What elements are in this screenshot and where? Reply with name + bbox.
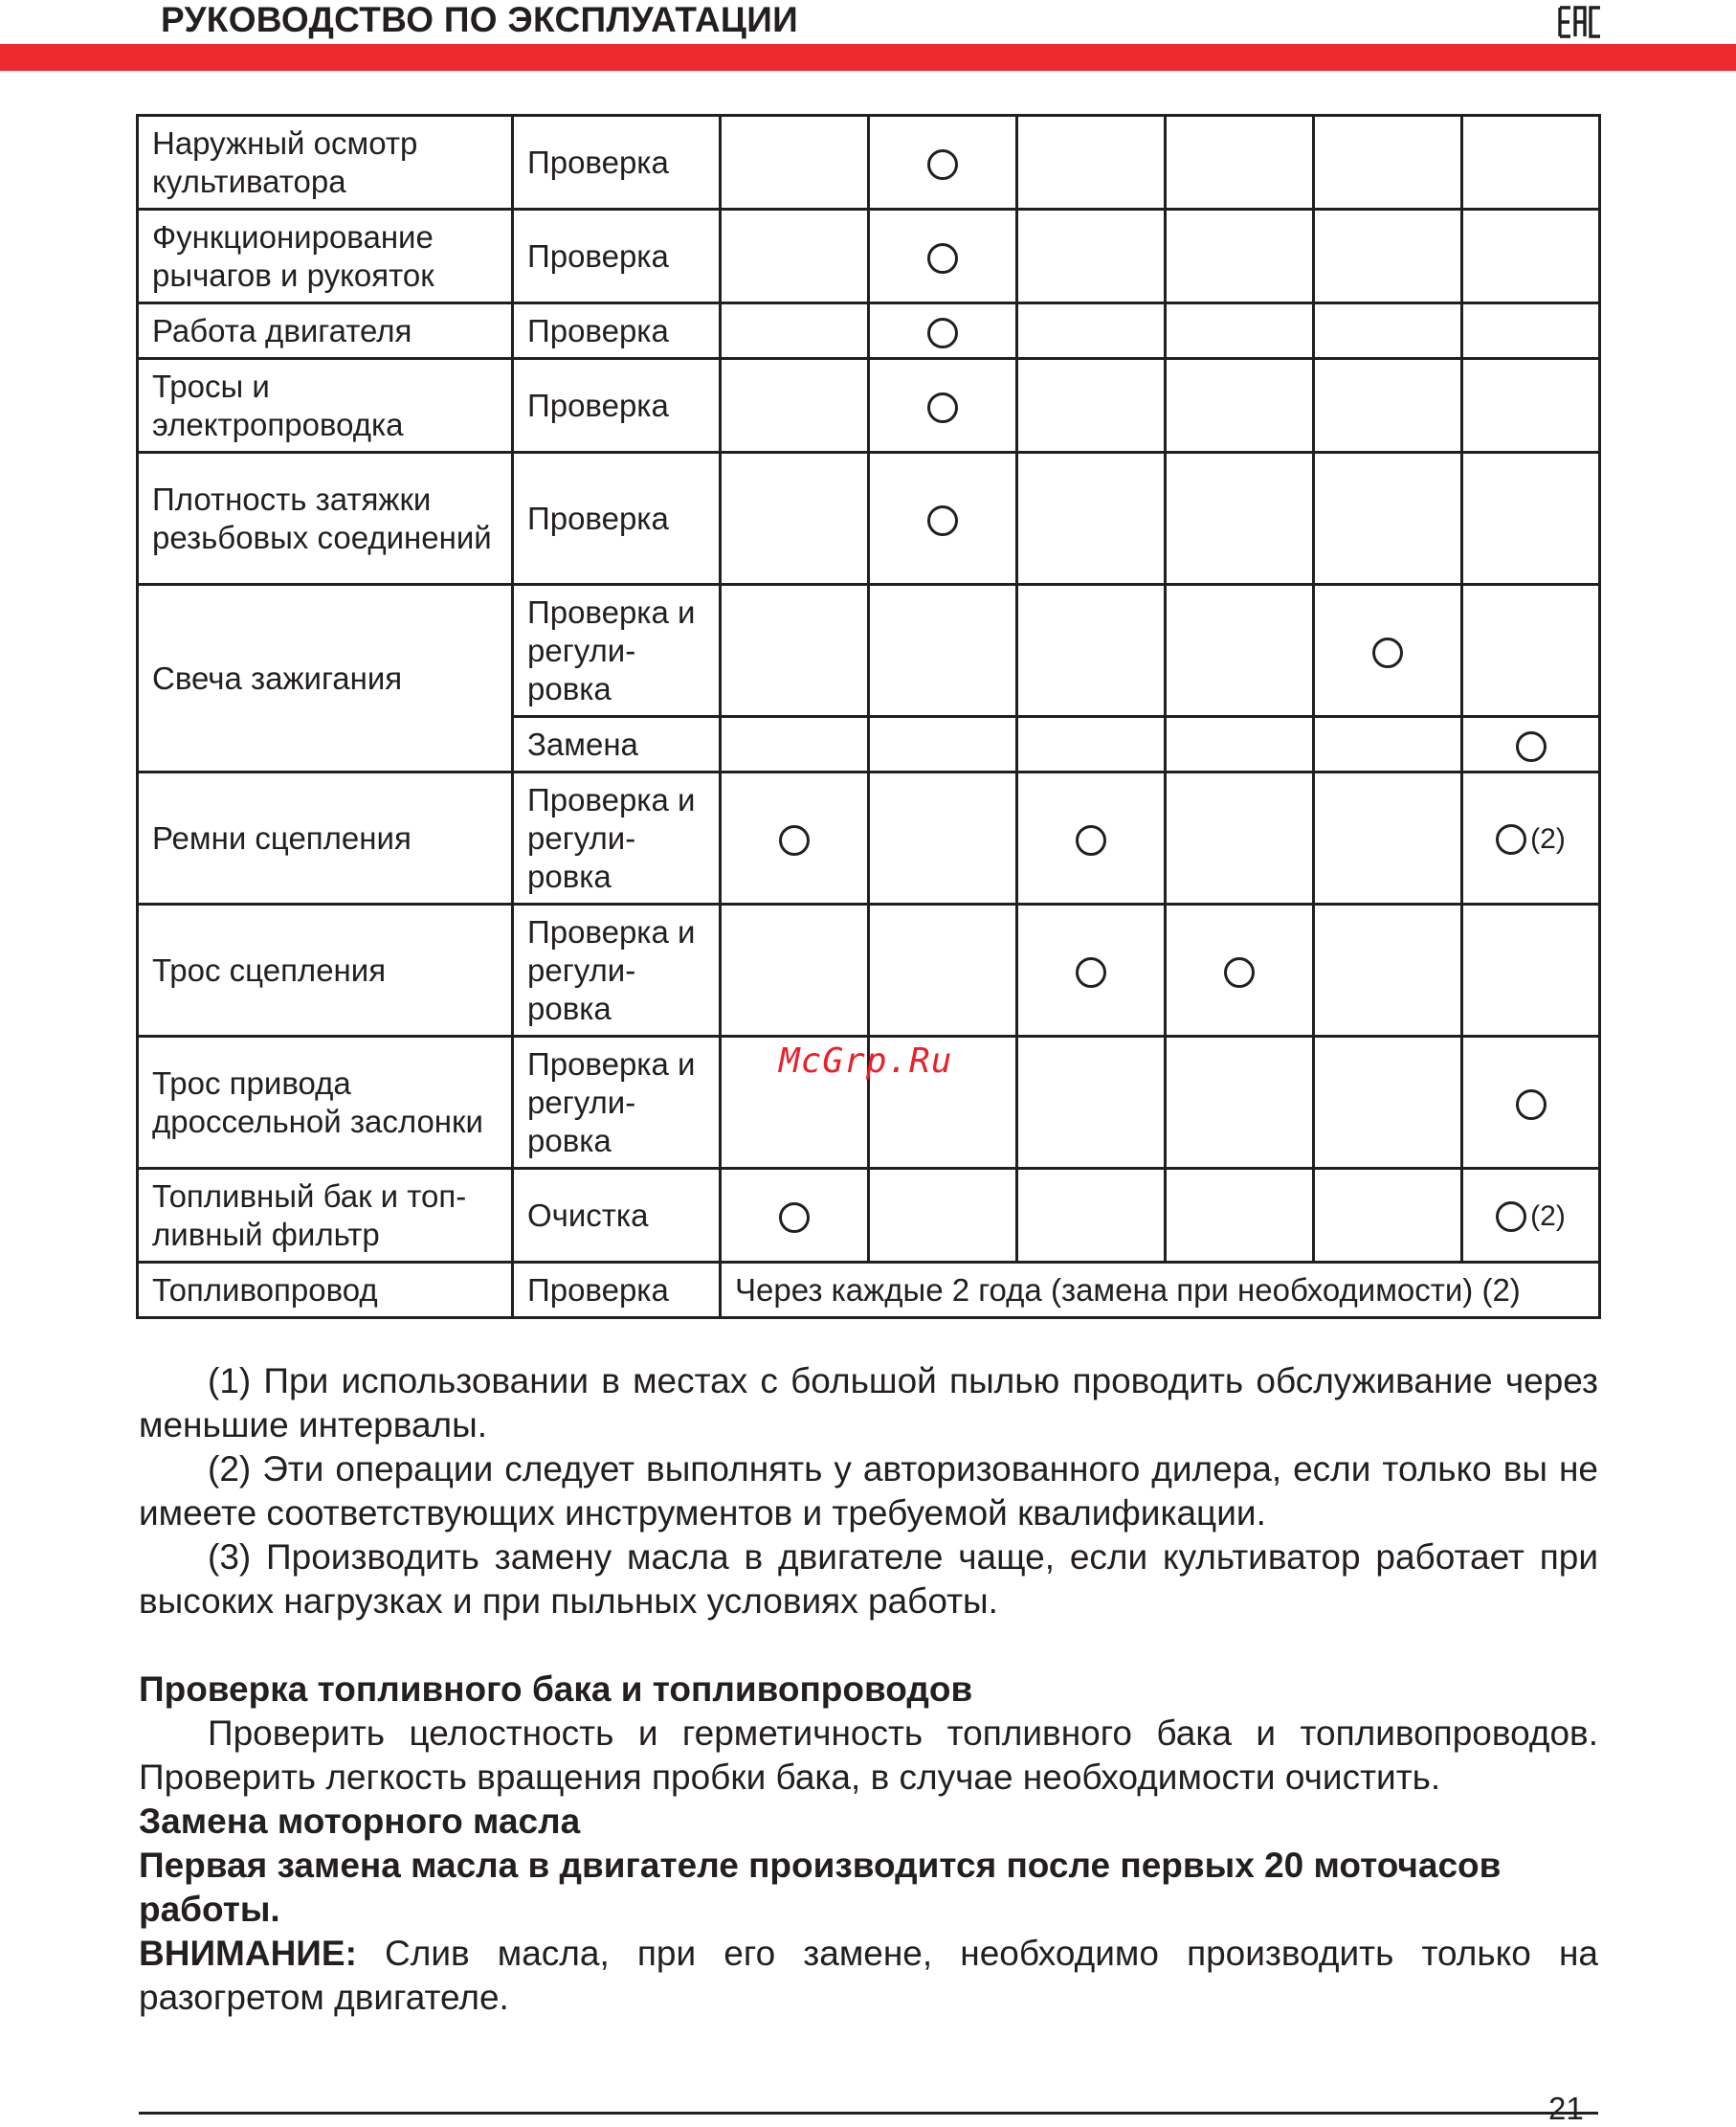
interval-cell: [1017, 1169, 1166, 1263]
action-cell: Проверка и регули-ровка: [513, 1037, 721, 1169]
action-cell: Замена: [513, 717, 721, 772]
interval-cell: [1314, 772, 1462, 905]
table-row: [138, 772, 1600, 905]
circle-mark-icon: [927, 505, 958, 536]
item-cell: Тросы и электропроводка: [138, 359, 513, 453]
interval-cell: [1314, 1169, 1462, 1263]
interval-cell: [1314, 359, 1462, 453]
item-cell: Трос привода дроссельной заслонки: [138, 1037, 513, 1169]
action-cell: Проверка: [513, 453, 721, 585]
interval-cell: [721, 303, 869, 359]
action-cell: Проверка и регули-ровка: [513, 905, 721, 1037]
interval-cell: [1166, 585, 1314, 717]
interval-cell: [1017, 116, 1166, 210]
note-ref: (2): [1530, 1199, 1566, 1232]
table-row: [138, 359, 1600, 453]
item-cell: Топливный бак и топ-ливный фильтр: [138, 1169, 513, 1263]
action-cell: Очистка: [513, 1169, 721, 1263]
interval-cell: [1166, 1037, 1314, 1169]
footnote-1: (1) При использовании в местах с большой пылью проводить обслуживание через меньшие интервалы.: [139, 1361, 1598, 1444]
interval-cell: [1166, 717, 1314, 772]
watermark: McGrp.Ru: [779, 1041, 953, 1081]
item-cell: Работа двигателя: [138, 303, 513, 359]
table-row: [138, 453, 1600, 585]
circle-mark-icon: [779, 825, 810, 856]
section-heading-fuel: Проверка топливного бака и топливопроводов: [139, 1669, 973, 1709]
circle-mark-icon: [1076, 825, 1106, 856]
interval-cell: [869, 772, 1017, 905]
circle-mark-icon: [1496, 824, 1526, 855]
eac-mark-icon: [1558, 4, 1602, 40]
action-cell: Проверка: [513, 359, 721, 453]
interval-cell: [721, 585, 869, 717]
circle-mark-icon: [927, 149, 958, 180]
interval-cell: [1462, 303, 1600, 359]
interval-cell: [1017, 303, 1166, 359]
note-ref: (2): [1530, 822, 1566, 855]
interval-cell: [1314, 303, 1462, 359]
interval-cell: [869, 905, 1017, 1037]
section-text-fuel: Проверить целостность и герметичность топливного бака и топливопроводов. Проверить легкость вращения пробки бака, в случае необходимости очистить.: [139, 1713, 1598, 1797]
action-cell: Проверка: [513, 116, 721, 210]
interval-cell: [1166, 1169, 1314, 1263]
maintenance-table-container: [136, 114, 1601, 1319]
interval-cell: [1462, 585, 1600, 717]
interval-cell: [1314, 717, 1462, 772]
interval-cell: [1314, 210, 1462, 303]
interval-cell: [721, 717, 869, 772]
interval-cell: [869, 359, 1017, 453]
circle-mark-icon: [1496, 1201, 1526, 1232]
interval-span-cell: Через каждые 2 года (замена при необходимости) (2): [721, 1263, 1600, 1318]
circle-mark-icon: [927, 318, 958, 348]
circle-mark-icon: [779, 1202, 810, 1233]
table-row: [138, 1169, 1600, 1263]
interval-cell: [721, 772, 869, 905]
circle-mark-icon: [1516, 1089, 1547, 1120]
item-cell: Свеча зажигания: [138, 585, 513, 772]
interval-cell: [869, 116, 1017, 210]
interval-cell: [869, 1169, 1017, 1263]
interval-cell: [1462, 116, 1600, 210]
interval-cell: [1314, 453, 1462, 585]
table-row: [138, 210, 1600, 303]
page-number: 21: [1548, 2091, 1584, 2126]
interval-cell: [1314, 116, 1462, 210]
interval-cell: [869, 453, 1017, 585]
interval-cell: [869, 303, 1017, 359]
warning-label: ВНИМАНИЕ:: [139, 1934, 357, 1973]
interval-cell: [1017, 772, 1166, 905]
table-row: [138, 905, 1600, 1037]
header-title: РУКОВОДСТВО ПО ЭКСПЛУАТАЦИИ: [161, 0, 799, 39]
warning-paragraph: [139, 1932, 1598, 2020]
circle-mark-icon: [1372, 638, 1403, 668]
interval-cell: [721, 905, 869, 1037]
item-cell: Трос сцепления: [138, 905, 513, 1037]
interval-cell: [1462, 1037, 1600, 1169]
interval-cell: [1462, 772, 1600, 905]
circle-mark-icon: [927, 243, 958, 274]
table-row: [138, 1263, 1600, 1318]
interval-cell: [721, 210, 869, 303]
interval-cell: [1166, 359, 1314, 453]
circle-mark-icon: [1076, 957, 1106, 988]
interval-cell: [721, 453, 869, 585]
circle-mark-icon: [1516, 731, 1547, 762]
interval-cell: [1166, 905, 1314, 1037]
header-red-band: [0, 44, 1736, 71]
circle-mark-icon: [1224, 957, 1255, 988]
action-cell: Проверка: [513, 1263, 721, 1318]
interval-cell: [721, 1169, 869, 1263]
interval-cell: [1462, 453, 1600, 585]
maintenance-table: [136, 114, 1601, 1319]
interval-cell: [1462, 905, 1600, 1037]
table-row: [138, 585, 1600, 717]
interval-cell: [1166, 116, 1314, 210]
interval-cell: [1314, 1037, 1462, 1169]
interval-cell: [1017, 905, 1166, 1037]
action-cell: Проверка и регули-ровка: [513, 772, 721, 905]
interval-cell: [1017, 359, 1166, 453]
interval-cell: [1314, 905, 1462, 1037]
interval-cell: [1462, 717, 1600, 772]
interval-cell: [1017, 717, 1166, 772]
section-bold-oil: Первая замена масла в двигателе производится после первых 20 моточасов работы.: [139, 1846, 1502, 1929]
interval-cell: [1166, 453, 1314, 585]
footer-rule: [139, 2112, 1598, 2115]
body-text: [139, 1359, 1598, 2020]
footnote-2: (2) Эти операции следует выполнять у авторизованного дилера, если только вы не имеете соответствующих инструментов и требуемой квалификации.: [139, 1449, 1598, 1533]
item-cell: Топливопровод: [138, 1263, 513, 1318]
interval-cell: [1166, 772, 1314, 905]
interval-cell: [1166, 210, 1314, 303]
warning-text: Слив масла, при его замене, необходимо производить только на разогретом двигателе.: [139, 1934, 1598, 2017]
table-row: [138, 116, 1600, 210]
page-header: [0, 0, 1736, 73]
interval-cell: [1462, 359, 1600, 453]
item-cell: Функционирование рычагов и рукояток: [138, 210, 513, 303]
footnote-3: (3) Производить замену масла в двигателе чаще, если культиватор работает при высоких нагрузках и при пыльных условиях работы.: [139, 1537, 1598, 1621]
action-cell: Проверка: [513, 303, 721, 359]
interval-cell: [1462, 1169, 1600, 1263]
interval-cell: [1017, 585, 1166, 717]
interval-cell: [1017, 453, 1166, 585]
action-cell: Проверка: [513, 210, 721, 303]
interval-cell: [869, 585, 1017, 717]
interval-cell: [1462, 210, 1600, 303]
item-cell: Плотность затяжки резьбовых соединений: [138, 453, 513, 585]
interval-cell: [721, 359, 869, 453]
interval-cell: [1166, 303, 1314, 359]
section-heading-oil: Замена моторного масла: [139, 1802, 581, 1841]
item-cell: Наружный осмотр культиватора: [138, 116, 513, 210]
interval-cell: [1017, 210, 1166, 303]
interval-cell: [1017, 1037, 1166, 1169]
interval-cell: [869, 717, 1017, 772]
item-cell: Ремни сцепления: [138, 772, 513, 905]
action-cell: Проверка и регули-ровка: [513, 585, 721, 717]
circle-mark-icon: [927, 392, 958, 423]
interval-cell: [1314, 585, 1462, 717]
interval-cell: [721, 116, 869, 210]
interval-cell: [869, 210, 1017, 303]
table-row: [138, 303, 1600, 359]
